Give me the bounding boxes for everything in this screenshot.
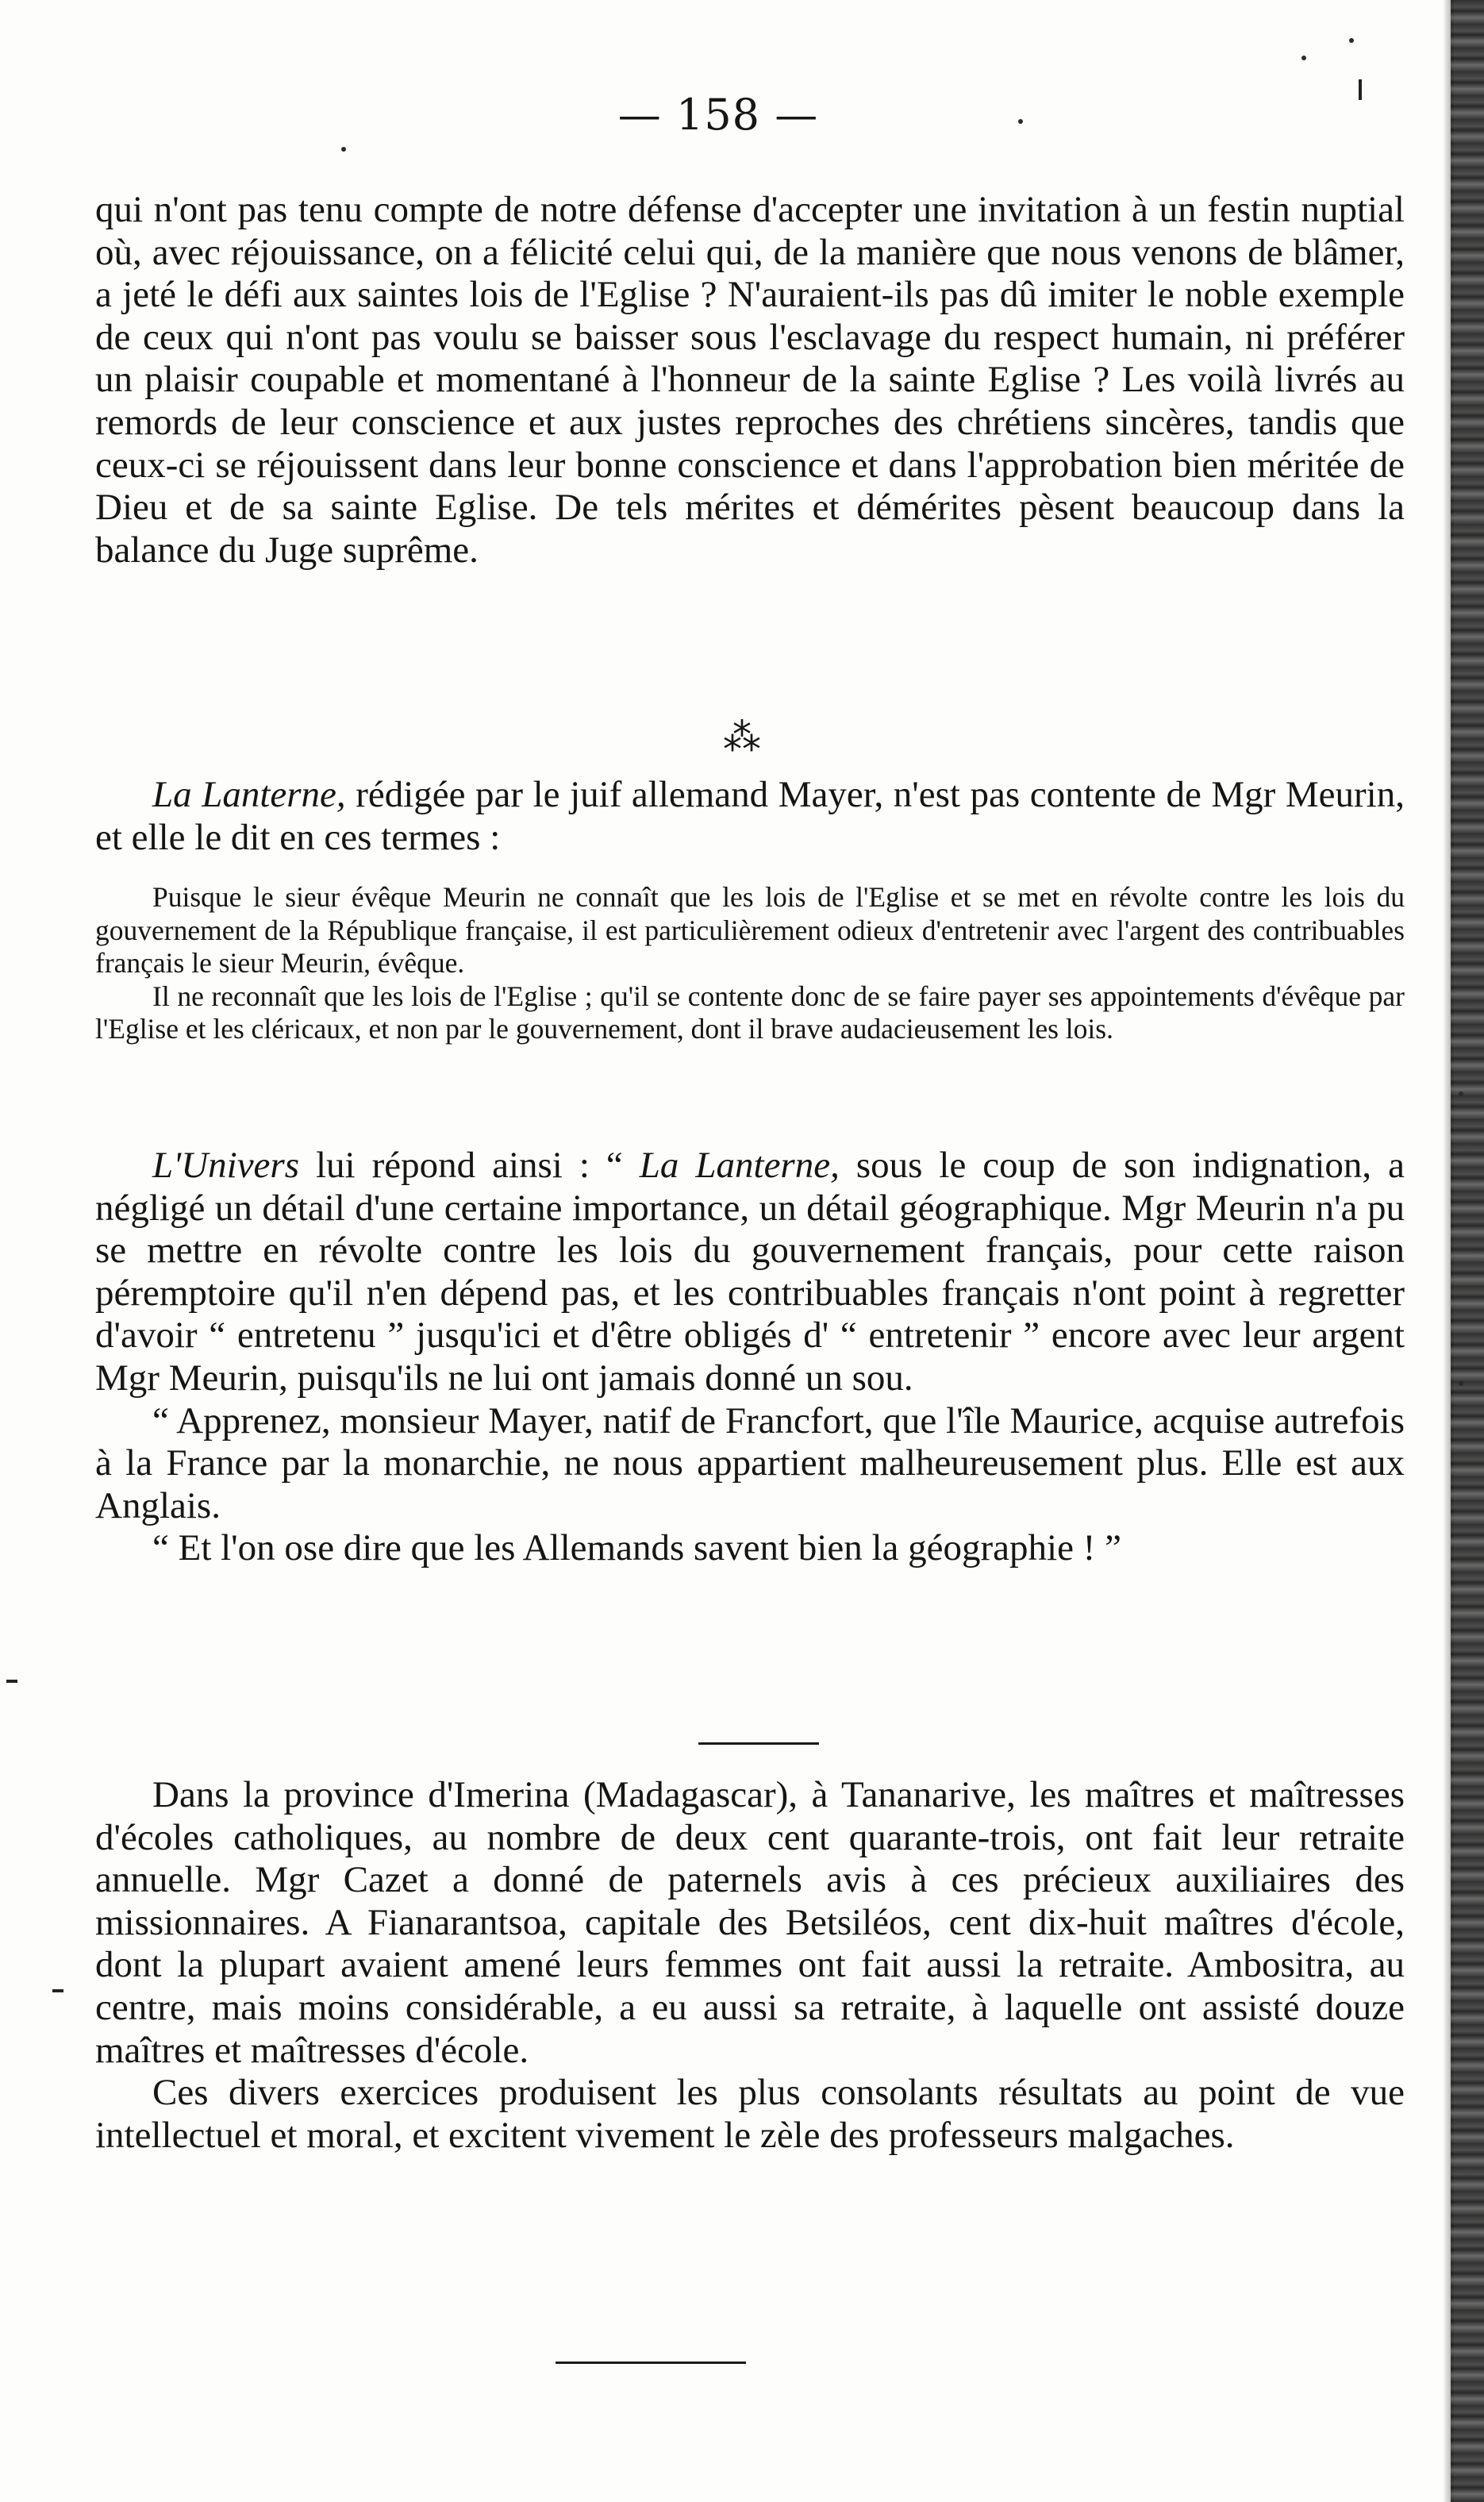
margin-mark xyxy=(6,1680,17,1683)
margin-mark xyxy=(52,1989,63,1992)
quote-block xyxy=(95,881,1405,1046)
end-divider xyxy=(556,2362,746,2364)
paragraph-univers xyxy=(95,1145,1405,1400)
text-block-1 xyxy=(95,189,1405,572)
scan-speck xyxy=(341,147,346,152)
section-divider xyxy=(698,1742,819,1745)
scan-speck xyxy=(1459,1091,1463,1096)
page-number: — 158 — xyxy=(617,90,819,140)
paragraph-univers-text: sous le coup de son indignation, a négligé un détail d'une certaine importance, un détail géographique. Mgr Meurin n'a pu se mettre en révolte contre les lois du gouvernement français, pour cette raison péremptoire qu'il n'en dépend pas, et les contribuables français n'ont point à regretter d'avoir “ entretenu ” jusqu'ici et d'être obligés d' “ entretenir ” encore avec leur argent Mgr Meurin, puisqu'ils ne lui ont jamais donné un sou. xyxy=(95,1145,1405,1399)
page-binding-edge xyxy=(1451,0,1484,2502)
paragraph-lanterne xyxy=(95,774,1405,859)
title-la-lanterne: La Lanterne, xyxy=(152,774,346,815)
text-block-2 xyxy=(95,774,1405,859)
scan-speck xyxy=(1459,1381,1463,1386)
paragraph-univers-intro: lui répond ainsi : “ xyxy=(299,1145,640,1186)
quote-paragraph-2: Il ne reconnaît que les lois de l'Eglise ; qu'il se contente donc de se faire payer ses appointements d'évêque par l'Eglise et les cléricaux, et non par le gouvernement, dont il brave audacieusement les lois. xyxy=(95,980,1405,1045)
paragraph-resultats: Ces divers exercices produisent les plus consolants résultats au point de vue intellectuel et moral, et excitent vivement le zèle des professeurs malgaches. xyxy=(95,2072,1405,2156)
title-la-lanterne-2: La Lanterne, xyxy=(639,1145,840,1186)
text-block-4 xyxy=(95,1774,1405,2157)
asterism-separator: ⁂ xyxy=(723,715,761,760)
paragraph-imerina: Dans la province d'Imerina (Madagascar), à Tananarive, les maîtres et maîtresses d'écoles catholiques, au nombre de deux cent quarante-trois, ont fait leur retraite annuelle. Mgr Cazet a donné de paternels avis à ces précieux auxiliaires des missionnaires. A Fianarantsoa, capitale des Betsiléos, cent dix-huit maîtres d'école, dont la plupart avaient amené leurs femmes ont fait aussi la retraite. Ambositra, au centre, mais moins considérable, a eu aussi sa retraite, à laquelle ont assisté douze maîtres et maîtresses d'école. xyxy=(95,1774,1405,2071)
scan-speck xyxy=(1349,38,1354,43)
scan-speck xyxy=(1301,56,1306,60)
title-l-univers: L'Univers xyxy=(152,1145,299,1186)
paragraph-geographie: “ Et l'on ose dire que les Allemands savent bien la géographie ! ” xyxy=(152,1527,1121,1569)
paragraph-lanterne-text: rédigée par le juif allemand Mayer, n'est pas contente de Mgr Meurin, et elle le dit en ces termes : xyxy=(95,774,1405,858)
quote-paragraph-1: Puisque le sieur évêque Meurin ne connaît que les lois de l'Eglise et se met en révolte contre les lois du gouvernement de la République française, il est particulièrement odieux d'entretenir avec l'argent des contribuables français le sieur Meurin, évêque. xyxy=(95,881,1405,979)
paragraph-intro: qui n'ont pas tenu compte de notre défense d'accepter une invitation à un festin nuptial où, avec réjouissance, on a félicité celui qui, de la manière que nous venons de blâmer, a jeté le défi aux saintes lois de l'Eglise ? N'auraient-ils pas dû imiter le noble exemple de ceux qui n'ont pas voulu se baisser sous l'esclavage du respect humain, ni préférer un plaisir coupable et momentané à l'honneur de la sainte Eglise ? Les voilà livrés au remords de leur conscience et aux justes reproches des chrétiens sincères, tandis que ceux-ci se réjouissent dans leur bonne conscience et dans l'approbation bien méritée de Dieu et de sa sainte Eglise. De tels mérites et démérites pèsent beaucoup dans la balance du Juge suprême. xyxy=(95,189,1405,571)
text-block-3 xyxy=(95,1145,1405,1570)
paragraph-maurice: “ Apprenez, monsieur Mayer, natif de Francfort, que l'île Maurice, acquise autrefois à la France par la monarchie, ne nous appartient malheureusement plus. Elle est aux Anglais. xyxy=(95,1399,1405,1526)
